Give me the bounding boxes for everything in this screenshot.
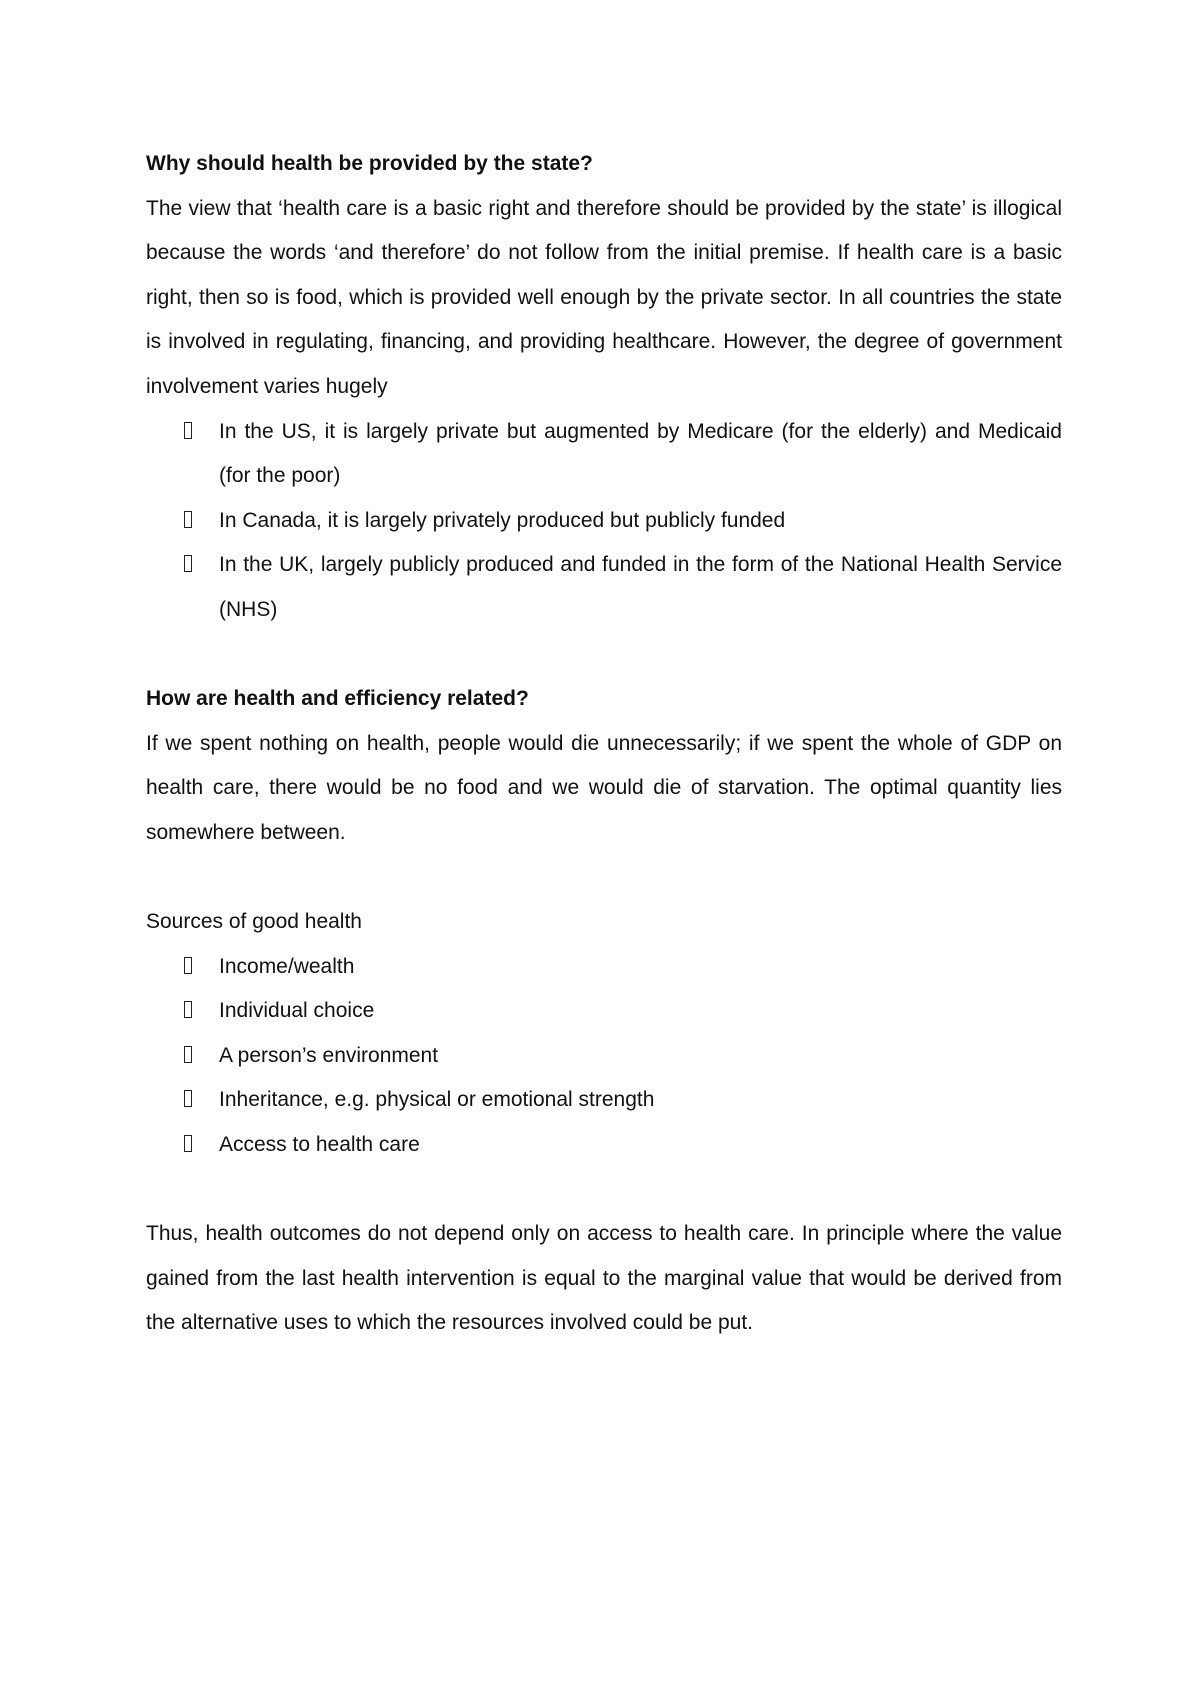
- bullet-icon: [184, 1046, 192, 1063]
- bullet-list-countries: [146, 410, 1062, 633]
- list-item: [146, 1078, 1062, 1123]
- list-item-text: In the US, it is largely private but augmented by Medicare (for the elderly) and Medicaid (for the poor): [219, 419, 1062, 488]
- list-item: [146, 1123, 1062, 1168]
- paragraph-state-health: The view that ‘health care is a basic right and therefore should be provided by the state’ is illogical because the words ‘and therefore’ do not follow from the initial premise. If health care is a basic right, then so is food, which is provided well enough by the private sector. In all countries the state is involved in regulating, financing, and providing healthcare. However, the degree of government involvement varies hugely: [146, 196, 1062, 398]
- bullet-icon: [184, 957, 192, 974]
- list-item-text: Inheritance, e.g. physical or emotional strength: [219, 1088, 655, 1112]
- section-heading-state-health: Why should health be provided by the state?: [146, 152, 593, 175]
- spacer: [146, 633, 1062, 678]
- paragraph-efficiency: If we spent nothing on health, people would die unnecessarily; if we spent the whole of GDP on health care, there would be no food and we would die of starvation. The optimal quantity lies somewhere between.: [146, 731, 1062, 844]
- list-item: [146, 499, 1062, 544]
- list-item-text: In the UK, largely publicly produced and funded in the form of the National Health Service (NHS): [219, 553, 1062, 621]
- bullet-icon: [184, 1001, 192, 1018]
- list-item-text: Individual choice: [219, 999, 375, 1023]
- bullet-icon: [184, 1135, 192, 1152]
- sources-label: Sources of good health: [146, 910, 362, 934]
- bullet-icon: [184, 511, 192, 528]
- spacer: [146, 1168, 1062, 1213]
- list-item: [146, 945, 1062, 990]
- section-heading-efficiency: How are health and efficiency related?: [146, 687, 529, 711]
- bullet-icon: [184, 1090, 192, 1107]
- list-item: [146, 410, 1062, 499]
- list-item-text: Access to health care: [219, 1133, 420, 1157]
- bullet-icon: [184, 555, 192, 572]
- bullet-icon: [184, 422, 192, 439]
- bullet-list-sources: [146, 945, 1062, 1168]
- list-item-text: Income/wealth: [219, 954, 355, 978]
- list-item: [146, 543, 1062, 632]
- spacer: [146, 856, 1062, 901]
- paragraph-conclusion: Thus, health outcomes do not depend only on access to health care. In principle where the value gained from the last health intervention is equal to the marginal value that would be derived from the alternative uses to which the resources involved could be put.: [146, 1222, 1062, 1335]
- list-item: [146, 989, 1062, 1034]
- list-item-text: In Canada, it is largely privately produced but publicly funded: [219, 508, 786, 532]
- list-item: [146, 1034, 1062, 1079]
- list-item-text: A person’s environment: [219, 1043, 439, 1067]
- document-body: [146, 142, 1062, 1346]
